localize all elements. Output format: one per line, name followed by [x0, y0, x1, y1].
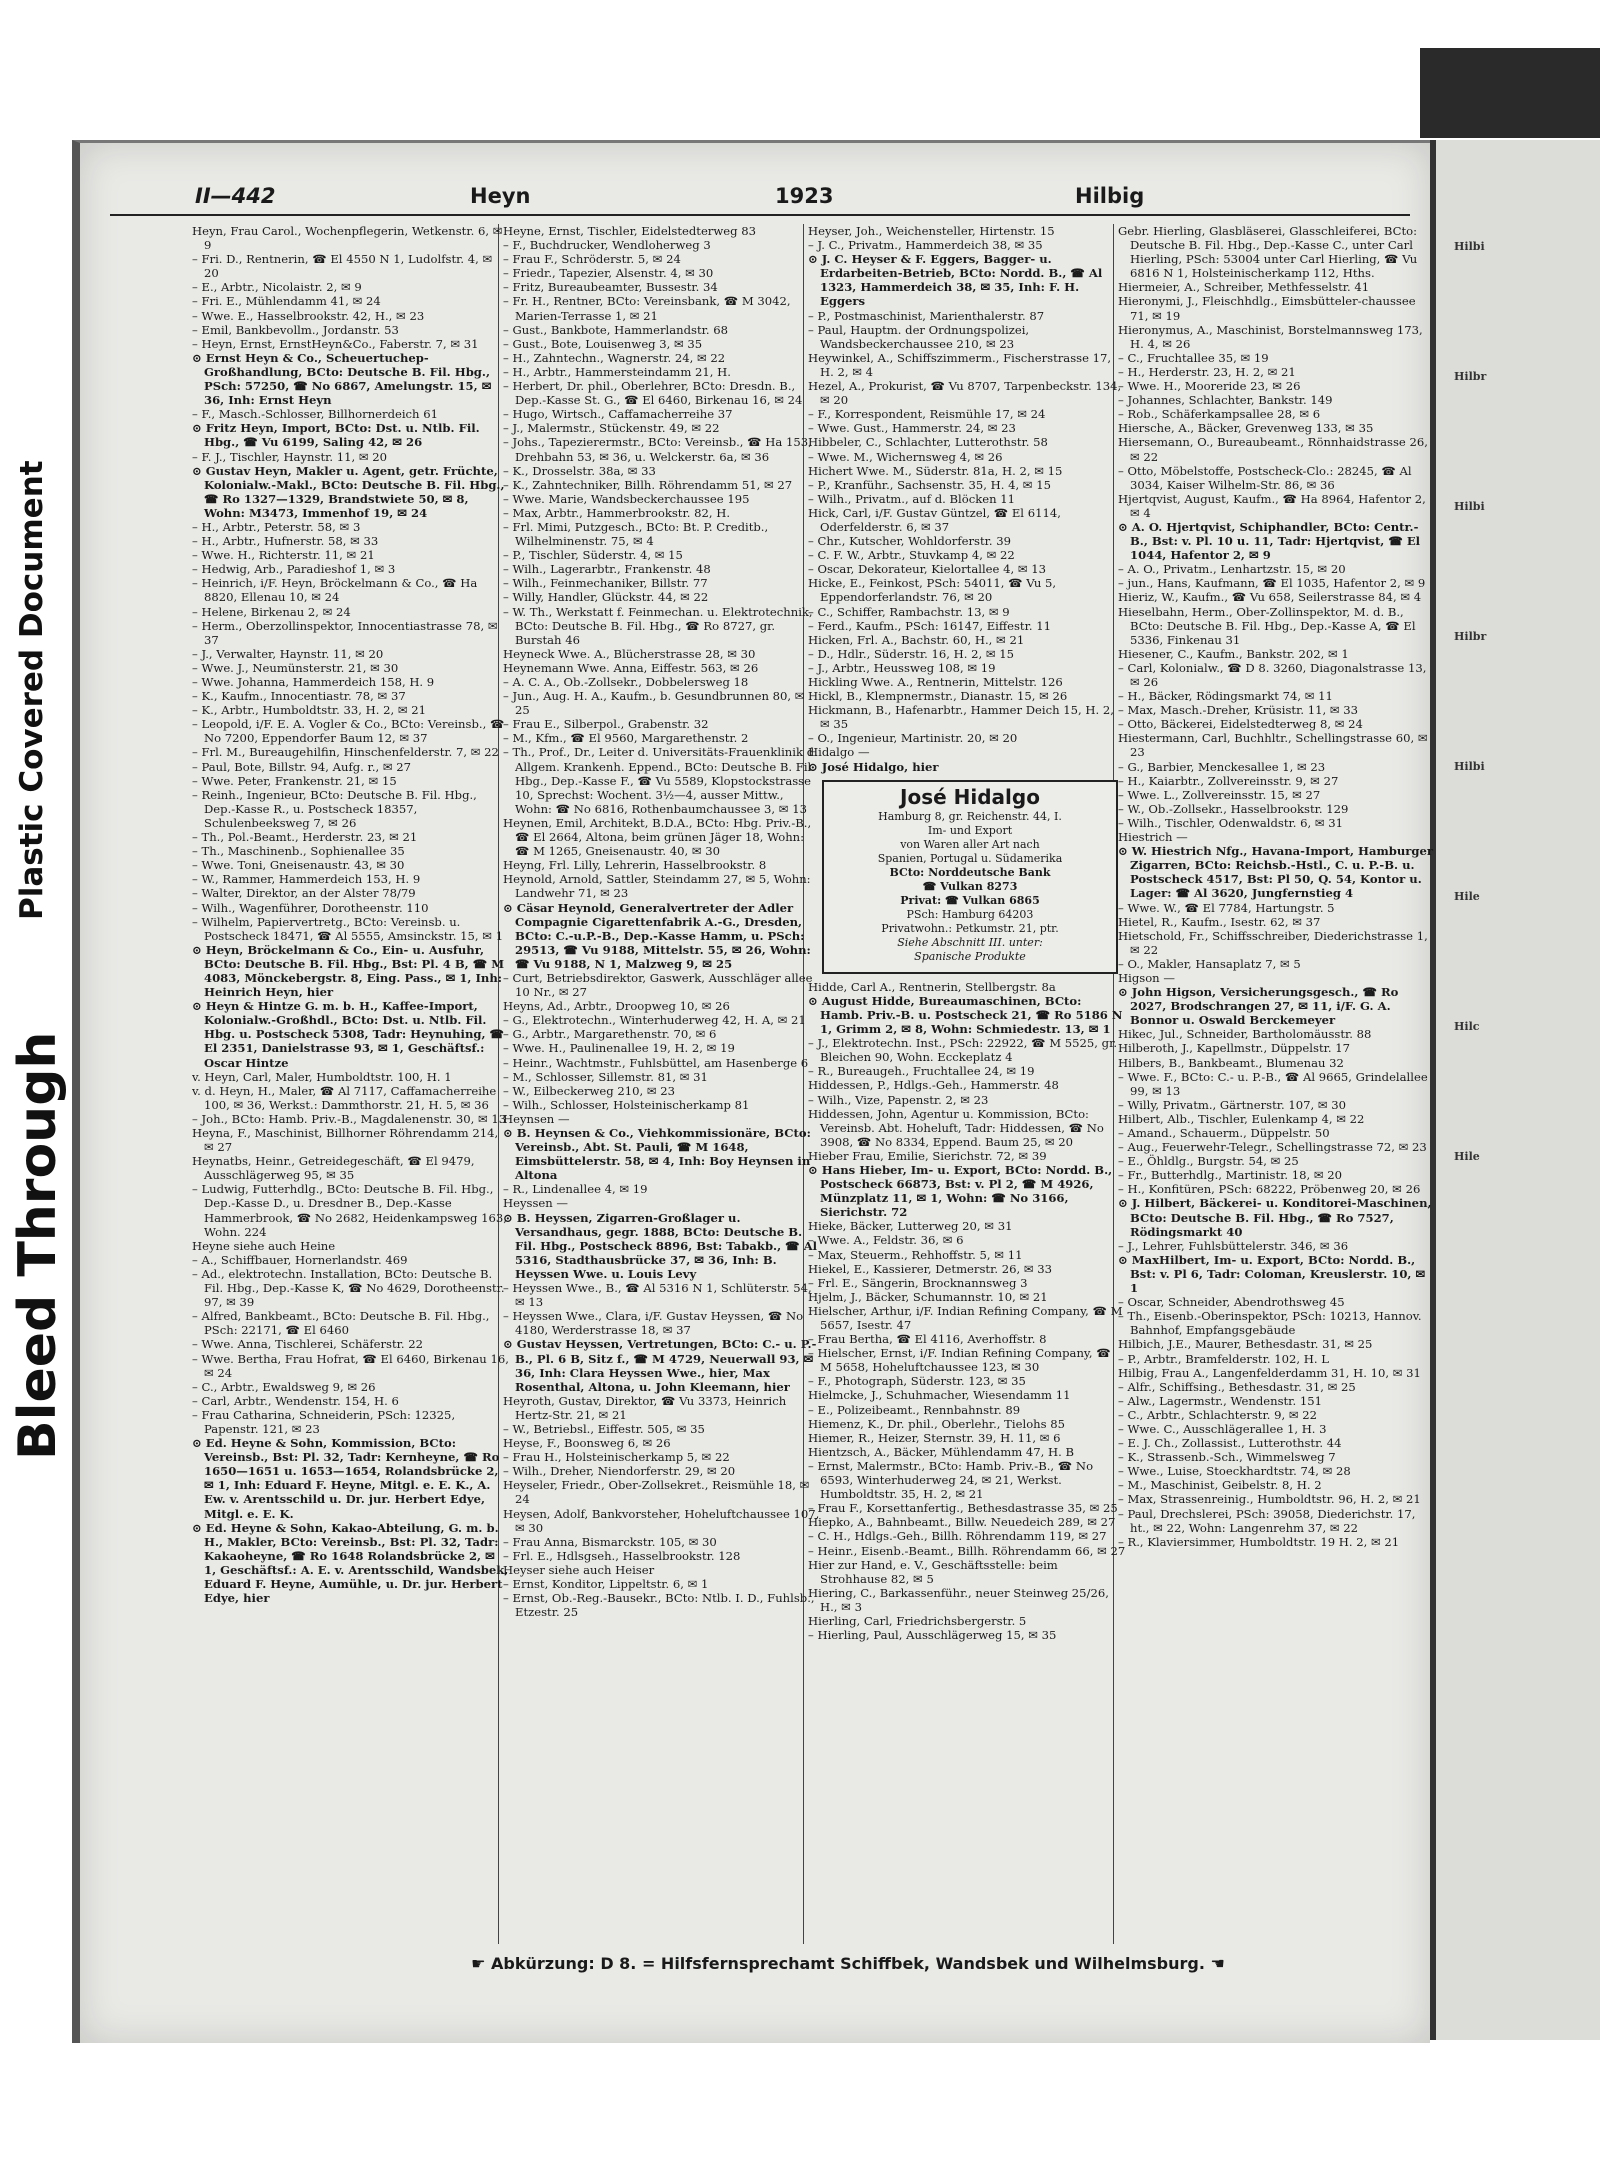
directory-entry: – K., Zahntechniker, Billh. Röhrendamm 51, ✉ 27	[503, 477, 793, 492]
directory-entry: – Joh., BCto: Hamb. Priv.-B., Magdalenenstr. 30, ✉ 13	[192, 1111, 507, 1126]
directory-entry: – Johs., Tapezierermstr., BCto: Vereinsb., ☎ Ha 153, Drehbahn 53, ✉ 36, u. Welckerstr. 6a, ✉ 36	[503, 435, 812, 464]
adjacent-page-fragment: Hilbi	[1454, 760, 1485, 773]
adjacent-page-fragment: Hilbi	[1454, 240, 1485, 253]
directory-entry: – Wwe. M., Wichernsweg 4, ✉ 26	[808, 449, 1003, 464]
directory-entry: Hieriz, W., Kaufm., ☎ Vu 658, Seilerstrasse 84, ✉ 4	[1118, 590, 1422, 605]
directory-entry: – Frau Bertha, ☎ El 4116, Averhoffstr. 8	[808, 1332, 1047, 1347]
adjacent-page-fragment: Hilbr	[1454, 370, 1487, 383]
directory-entry: – Wwe. H., Mooreride 23, ✉ 26	[1118, 379, 1301, 394]
adjacent-page-fragment: Hilc	[1454, 1020, 1480, 1033]
abbreviation-footnote: ☛ Abkürzung: D 8. = Hilfsfernsprechamt Schiffbek, Wandsbek und Wilhelmsburg. ☚	[471, 1954, 1225, 1973]
directory-entry: – H., Herderstr. 23, H. 2, ✉ 21	[1118, 364, 1296, 379]
directory-entry: – Frau Anna, Bismarckstr. 105, ✉ 30	[503, 1534, 717, 1549]
directory-entry: – Heyssen Wwe., Clara, i/F. Gustav Heyssen, ☎ No 4180, Werderstrasse 18, ✉ 37	[503, 1309, 804, 1338]
directory-entry: – Wwe. Marie, Wandsbeckerchaussee 195	[503, 491, 750, 506]
directory-entry: – F. J., Tischler, Haynstr. 11, ✉ 20	[192, 449, 388, 464]
directory-entry: – Alfr., Schiffsing., Bethesdastr. 31, ✉ 25	[1118, 1379, 1356, 1394]
directory-entry: Hier zur Hand, e. V., Geschäftsstelle: beim Strohhause 82, ✉ 5	[808, 1557, 1058, 1586]
directory-entry: ⊙ Ed. Heyne & Sohn, Kakao-Abteilung, G. m. b. H., Makler, BCto: Vereinsb., Bst: Pl. 32, Tadr: Kakaoheyne, ☎ Ro 1648 Rolandsbrücke 2, ✉ 1, Geschäftsf.: A. E. v. Arentsschild, Wandsbek, Eduard F. Heyne, Aumühle, u. Dr. jur. Herbert Edye, hier	[192, 1520, 509, 1606]
directory-entry: Hidalgo —	[808, 745, 870, 760]
directory-entry: – J., Arbtr., Heussweg 108, ✉ 19	[808, 660, 996, 675]
directory-entry: Hiestermann, Carl, Buchhltr., Schellingstrasse 60, ✉ 23	[1118, 731, 1428, 760]
directory-entry: – Th., Prof., Dr., Leiter d. Universitäts-Frauenklinik d. Allgem. Krankenh. Eppend., BCto: Deutsche B. Fil. Hbg., Dep.-Kasse F., ☎ Vu 5589, Klopstockstrasse 10, Sprechst: Wochent. 3½—4, ausser Mittw., Wohn: ☎ No 6816, Rothenbaumchaussee 3, ✉ 13	[503, 745, 818, 816]
directory-entry: Heynemann Wwe. Anna, Eiffestr. 563, ✉ 26	[503, 660, 759, 675]
directory-entry: – Leopold, i/F. E. A. Vogler & Co., BCto: Vereinsb., ☎ No 7200, Eppendorfer Baum 12, ✉ 37	[192, 717, 505, 746]
directory-entry: – Frl. Mimi, Putzgesch., BCto: Bt. P. Creditb., Wilhelminenstr. 75, ✉ 4	[503, 519, 769, 549]
directory-entry: Hiersemann, O., Bureaubeamt., Rönnhaidstrasse 26, ✉ 22	[1118, 435, 1428, 464]
directory-entry: – Fritz, Bureaubeamter, Bussestr. 34	[503, 280, 718, 295]
directory-entry: – Ludwig, Futterhdlg., BCto: Deutsche B. Fil. Hbg., Dep.-Kasse D., u. Dresdner B., Dep.-Kasse Hammerbrook, ☎ No 2682, Heidenkampsweg 163, Wohn. 224	[192, 1182, 507, 1239]
directory-entry: – Frau H., Holsteinischerkamp 5, ✉ 22	[503, 1450, 730, 1465]
adjacent-page-fragment: Hile	[1454, 890, 1480, 903]
directory-entry: – K., Strassenb.-Sch., Wimmelsweg 7	[1118, 1450, 1336, 1465]
advertisement-line: Privatwohn.: Petkumstr. 21, ptr.	[881, 921, 1059, 935]
directory-entry: – M., Maschinist, Geibelstr. 8, H. 2	[1118, 1478, 1322, 1493]
directory-entry: – Wilh., Privatm., auf d. Blöcken 11	[808, 491, 1015, 506]
advertisement-line: PSch: Hamburg 64203	[906, 907, 1034, 921]
directory-entry: – G., Arbtr., Margarethenstr. 70, ✉ 6	[503, 1027, 717, 1042]
directory-entry: ⊙ John Higson, Versicherungsgesch., ☎ Ro 2027, Brodschrangen 27, ✉ 11, i/F. G. A. Bonnor u. Oswald Berckemeyer	[1118, 985, 1399, 1028]
directory-entry: Hichert Wwe. M., Süderstr. 81a, H. 2, ✉ 15	[808, 463, 1063, 478]
directory-entry: – Wwe. J., Neumünsterstr. 21, ✉ 30	[192, 660, 399, 675]
directory-entry: – Emil, Bankbevollm., Jordanstr. 53	[192, 322, 399, 337]
directory-entry: Heywinkel, A., Schiffszimmerm., Fischerstrasse 17, H. 2, ✉ 4	[808, 350, 1112, 379]
directory-entry: Heynold, Arnold, Sattler, Steindamm 27, ✉ 5, Wohn: Landwehr 71, ✉ 23	[503, 872, 811, 901]
directory-entry: – Max, Masch.-Dreher, Krüsistr. 11, ✉ 33	[1118, 703, 1358, 718]
directory-entry: – Max, Steuerm., Rehhoffstr. 5, ✉ 11	[808, 1247, 1023, 1262]
directory-entry: Hick, Carl, i/F. Gustav Güntzel, ☎ El 6114, Oderfelderstr. 6, ✉ 37	[808, 505, 1061, 534]
directory-entry: – Wwe. F., BCto: C.- u. P.-B., ☎ Al 9665, Grindelallee 99, ✉ 13	[1118, 1069, 1428, 1098]
directory-entry: – Paul, Drechslerei, PSch: 39058, Diederichstr. 17, ht., ✉ 22, Wohn: Langenrehm 37, ✉ 22	[1118, 1506, 1416, 1535]
directory-entry: Hickl, B., Klempnermstr., Dianastr. 15, ✉ 26	[808, 689, 1068, 704]
directory-entry: Heynsen —	[503, 1111, 570, 1126]
directory-entry: – Ad., elektrotechn. Installation, BCto: Deutsche B. Fil. Hbg., Dep.-Kasse K, ☎ No 4629, Dorotheenstr. 97, ✉ 39	[192, 1266, 505, 1310]
directory-entry: Hietel, R., Kaufm., Isestr. 62, ✉ 37	[1118, 914, 1321, 929]
advertisement-line: Hamburg 8, gr. Reichenstr. 44, I.	[878, 809, 1062, 823]
directory-entry: – M., Schlosser, Sillemstr. 81, ✉ 31	[503, 1069, 708, 1084]
directory-entry: ⊙ J. Hilbert, Bäckerei- u. Konditorei-Maschinen, BCto: Deutsche B. Fil. Hbg., ☎ Ro 7527, Rödingsmarkt 40	[1118, 1196, 1432, 1239]
directory-entry: – Fr. H., Rentner, BCto: Vereinsbank, ☎ M 3042, Marien-Terrasse 1, ✉ 21	[503, 294, 791, 323]
directory-entry: ⊙ Ernst Heyn & Co., Scheuertuchер-Großhandlung, BCto: Deutsche B. Fil. Hbg., PSch: 57250, ☎ No 6867, Amelungstr. 15, ✉ 36, Inh: Ernst Heyn	[192, 350, 492, 408]
directory-entry: – M., Kfm., ☎ El 9560, Margarethenstr. 2	[503, 731, 749, 746]
directory-entry: Heynen, Emil, Architekt, B.D.A., BCto: Hbg. Priv.-B., ☎ El 2664, Altona, beim grünen Jäger 18, Wohn: ☎ M 1265, Gneisenaustr. 40, ✉ 30	[503, 815, 812, 859]
directory-entry: Hicke, E., Feinkost, PSch: 54011, ☎ Vu 5, Eppendorferlandstr. 76, ✉ 20	[808, 576, 1057, 605]
directory-entry: – W., Ob.-Zollsekr., Hasselbrookstr. 129	[1118, 801, 1349, 816]
directory-entry: – Max, Arbtr., Hammerbrookstr. 82, H.	[503, 505, 731, 520]
side-label-strip	[0, 190, 68, 1460]
directory-entry: Hieronymus, A., Maschinist, Borstelmannsweg 173, H. 4, ✉ 26	[1118, 322, 1423, 351]
directory-entry: Hiekel, E., Kassierer, Detmerstr. 26, ✉ 33	[808, 1261, 1052, 1276]
directory-entry: ⊙ José Hidalgo, hier	[808, 759, 939, 774]
directory-entry: – Wilh., Tischler, Odenwaldstr. 6, ✉ 31	[1118, 815, 1344, 830]
directory-entry: – H., Bäcker, Rödingsmarkt 74, ✉ 11	[1118, 689, 1333, 704]
directory-entry: – Heinr., Wachtmstr., Fuhlsbüttel, am Hasenberge 6	[503, 1055, 809, 1070]
directory-entry: – Wwe. Bertha, Frau Hofrat, ☎ El 6460, Birkenau 16, ✉ 24	[192, 1351, 509, 1380]
directory-entry: – J., Lehrer, Fuhlsbüttelerstr. 346, ✉ 36	[1118, 1238, 1349, 1253]
directory-entry: – Fri. E., Mühlendamm 41, ✉ 24	[192, 294, 381, 309]
directory-column-2	[503, 224, 821, 1944]
directory-entry: ⊙ Fritz Heyn, Import, BCto: Dst. u. Ntlb. Fil. Hbg., ☎ Vu 6199, Saling 42, ✉ 26	[192, 421, 480, 450]
directory-entry: Hickling Wwe. A., Rentnerin, Mittelstr. 126	[808, 675, 1063, 689]
directory-entry: ⊙ Heyn, Bröckelmann & Co., Ein- u. Ausfuhr, BCto: Deutsche B. Fil. Hbg., Bst: Pl. 4 B, ☎ M 4083, Mönckebergstr. 8, Eing. Pass., ✉ 1, Inh: Heinrich Heyn, hier	[192, 942, 505, 1000]
directory-entry: Heyng, Frl. Lilly, Lehrerin, Hasselbrookstr. 8	[503, 858, 767, 873]
directory-entry: – Paul, Hauptm. der Ordnungspolizei, Wandsbeckerchaussee 210, ✉ 23	[808, 322, 1030, 351]
directory-entry: – W., Eilbeckerweg 210, ✉ 23	[503, 1083, 676, 1098]
directory-entry: – Alfred, Bankbeamt., BCto: Deutsche B. Fil. Hbg., PSch: 22171, ☎ El 6460	[192, 1309, 490, 1338]
directory-entry: Hieke, Bäcker, Lutterweg 20, ✉ 31	[808, 1219, 1013, 1234]
directory-column-3	[808, 224, 1126, 1944]
directory-entry: – O., Makler, Hansaplatz 7, ✉ 5	[1118, 956, 1301, 971]
directory-entry: Heyneck Wwe. A., Blücherstrasse 28, ✉ 30	[503, 646, 756, 661]
directory-entry: – D., Hdlr., Süderstr. 16, H. 2, ✉ 15	[808, 646, 1014, 661]
directory-entry: – Fr., Butterhdlg., Martinistr. 18, ✉ 20	[1118, 1168, 1343, 1183]
directory-entry: – Jun., Aug. H. A., Kaufm., b. Gesundbrunnen 80, ✉ 25	[503, 689, 805, 718]
advertisement-line: Spanische Produkte	[914, 949, 1026, 963]
directory-entry: Gebr. Hierling, Glasbläserei, Glasschleiferei, BCto: Deutsche B. Fil. Hbg., Dep.-Kasse C., unter Carl Hierling, PSch: 53004 unter Carl Hierling, ☎ Vu 6816 N 1, Holsteinischerkamp 112, Hths.	[1118, 224, 1418, 281]
directory-entry: Hiepko, A., Bahnbeamt., Billw. Neuedeich 289, ✉ 27	[808, 1515, 1116, 1530]
directory-entry: – Wwe. W., ☎ El 7784, Hartungstr. 5	[1118, 900, 1335, 915]
directory-entry: – Frau F., Korsettanfertig., Bethesdastrasse 35, ✉ 25	[808, 1501, 1118, 1516]
directory-entry: Heyne, Ernst, Tischler, Eidelstedterweg 83	[503, 224, 756, 238]
directory-entry: – Walter, Direktor, an der Alster 78/79	[192, 886, 416, 901]
directory-entry: ⊙ Heyn & Hintze G. m. b. H., Kaffee-Import, Kolonialw.-Großhdl., BCto: Dst. u. Ntlb. Fil. Hbg. u. Postscheck 5308, Tadr: Heynuhing, ☎ El 2351, Danielstrasse 93, ✉ 1, Geschäftsf.: Oscar Hintze	[192, 999, 504, 1070]
directory-entry: – Ernst, Konditor, Lippeltstr. 6, ✉ 1	[503, 1577, 709, 1591]
directory-entry: – H., Kaiarbtr., Zollvereinsstr. 9, ✉ 27	[1118, 773, 1339, 788]
directory-entry: – G., Elektrotechn., Winterhuderweg 42, H. A, ✉ 21	[503, 1013, 806, 1028]
directory-entry: – jun., Hans, Kaufmann, ☎ El 1035, Hafentor 2, ✉ 9	[1118, 576, 1426, 591]
directory-entry: – Frl. M., Bureaugehilfin, Hinschenfelderstr. 7, ✉ 22	[192, 745, 499, 760]
directory-entry: – Willy, Privatm., Gärtnerstr. 107, ✉ 30	[1118, 1097, 1347, 1112]
directory-entry: – P., Tischler, Süderstr. 4, ✉ 15	[503, 548, 683, 563]
directory-entry: – Th., Eisenb.-Oberinspektor, PSch: 10213, Hannov. Bahnhof, Empfangsgebäude	[1118, 1309, 1422, 1338]
advertisement-line: Spanien, Portugal u. Südamerika	[877, 851, 1063, 865]
directory-entry: Hielscher, Arthur, i/F. Indian Refining Company, ☎ M 5657, Isestr. 47	[808, 1303, 1123, 1332]
directory-entry: – Heinr., Eisenb.-Beamt., Billh. Röhrendamm 66, ✉ 27	[808, 1543, 1126, 1558]
directory-entry: – Wwe. Peter, Frankenstr. 21, ✉ 15	[192, 773, 397, 788]
directory-entry: – Ernst, Malermstr., BCto: Hamb. Priv.-B., ☎ No 6593, Winterhuderweg 24, ✉ 21, Werkst. Humboldtstr. 35, H. 2, ✉ 21	[808, 1458, 1094, 1502]
header-year: 1923	[775, 184, 834, 208]
directory-entry: – Reinh., Ingenieur, BCto: Deutsche B. Fil. Hbg., Dep.-Kasse R., u. Postscheck 18357, Schulenbeeksweg 7, ✉ 26	[192, 787, 477, 830]
directory-entry: Hjertqvist, August, Kaufm., ☎ Ha 8964, Hafentor 2, ✉ 4	[1118, 491, 1426, 520]
directory-entry: Heyn, Frau Carol., Wochenpflegerin, Wetkenstr. 6, ✉ 9	[192, 224, 503, 253]
directory-entry: Heyroth, Gustav, Direktor, ☎ Vu 3373, Heinrich Hertz-Str. 21, ✉ 21	[503, 1393, 787, 1422]
directory-entry: – Frl. E., Hdlsgseh., Hasselbrookstr. 128	[503, 1548, 741, 1563]
directory-entry: – Wwe. Gust., Hammerstr. 24, ✉ 23	[808, 421, 1016, 436]
directory-entry: – P., Kranführ., Sachsenstr. 35, H. 4, ✉ 15	[808, 477, 1051, 492]
directory-entry: – Johannes, Schlachter, Bankstr. 149	[1118, 393, 1333, 408]
directory-entry: – Wilh., Feinmechaniker, Billstr. 77	[503, 576, 708, 591]
directory-entry: Hiesener, C., Kaufm., Bankstr. 202, ✉ 1	[1118, 646, 1349, 661]
directory-entry: Hilbers, B., Bankbeamt., Blumenau 32	[1118, 1055, 1344, 1070]
directory-entry: Hiermeier, A., Schreiber, Methfesselstr. 41	[1118, 280, 1370, 295]
header-first-name: Heyn	[470, 184, 531, 208]
directory-entry: – Gust., Bote, Louisenweg 3, ✉ 35	[503, 336, 703, 351]
directory-entry: v. d. Heyn, H., Maler, ☎ Al 7117, Caffamacherreihe 100, ✉ 36, Werkst.: Dammthorstr. 21, H. 5, ✉ 36	[192, 1083, 497, 1112]
directory-entry: Hilbert, Alb., Tischler, Eulenkamp 4, ✉ 22	[1118, 1111, 1365, 1126]
directory-entry: Hezel, A., Prokurist, ☎ Vu 8707, Tarpenbeckstr. 134, ✉ 20	[808, 379, 1122, 408]
directory-entry: – Wwe. Johanna, Hammerdeich 158, H. 9	[192, 675, 435, 689]
directory-entry: Hiering, C., Barkassenführ., neuer Steinweg 25/26, H., ✉ 3	[808, 1585, 1109, 1614]
directory-entry: Hidde, Carl A., Rentnerin, Stellbergstr. 8a	[808, 979, 1056, 994]
directory-entry: – Wwe. Toni, Gneisenaustr. 43, ✉ 30	[192, 858, 405, 873]
advertisement-line: Privat: ☎ Vulkan 6865	[900, 893, 1040, 907]
scanner-top-margin	[0, 0, 1600, 48]
directory-entry: – Otto, Bäckerei, Eidelstedterweg 8, ✉ 24	[1118, 717, 1363, 732]
directory-entry: – F., Korrespondent, Reismühle 17, ✉ 24	[808, 407, 1046, 422]
directory-entry: Higson —	[1118, 970, 1175, 985]
page-number: II—442	[195, 184, 276, 208]
directory-entry: – J., Verwalter, Haynstr. 11, ✉ 20	[192, 646, 384, 661]
directory-entry: – Chr., Kutscher, Wohldorferstr. 39	[808, 534, 1012, 549]
directory-entry: Hilbich, J.E., Maurer, Bethesdastr. 31, ✉ 25	[1118, 1337, 1373, 1352]
directory-entry: – P., Arbtr., Bramfelderstr. 102, H. L	[1118, 1351, 1329, 1366]
directory-entry: – Hierling, Paul, Ausschlägerweg 15, ✉ 35	[808, 1628, 1057, 1643]
advertisement-line: Im- und Export	[927, 823, 1013, 837]
scanner-dark-corner	[1420, 48, 1600, 138]
directory-entry: – Wilh., Dreher, Niendorferstr. 29, ✉ 20	[503, 1464, 736, 1479]
directory-entry: – Wilh., Schlosser, Holsteinischerkamp 81	[503, 1097, 750, 1112]
directory-entry: Hierling, Carl, Friedrichsbergerstr. 5	[808, 1613, 1027, 1628]
directory-entry: – J., Elektrotechn. Inst., PSch: 22922, ☎ M 5525, gr. Bleichen 90, Wohn. Ecckeplatz 4	[808, 1036, 1118, 1065]
directory-entry: ⊙ B. Heynsen & Co., Viehkommissionäre, BCto: Vereinsb., Abt. St. Pauli, ☎ M 1648, Eimsbüttelerstr. 58, ✉ 4, Inh: Boy Heynsen in Altona	[503, 1126, 811, 1183]
directory-entry: – Ernst, Ob.-Reg.-Bausekr., BCto: Ntlb. I. D., Fuhlsb., Etzestr. 25	[503, 1591, 815, 1620]
directory-entry: – W., Rammer, Hammerdeich 153, H. 9	[192, 872, 421, 887]
directory-entry: – Herm., Oberzollinspektor, Innocentiastrasse 78, ✉ 37	[192, 618, 498, 647]
directory-entry: Hieronymi, J., Fleischhdlg., Eimsbütteler-chaussee 71, ✉ 19	[1118, 294, 1416, 323]
directory-entry: – A. O., Privatm., Lenhartzstr. 15, ✉ 20	[1118, 562, 1346, 577]
directory-entry: ⊙ Cäsar Heynold, Generalvertreter der Adler Compagnie Cigarettenfabrik A.-G., Dresden, BCto: C.-u.P.-B., Dep.-Kasse Hamm, u. PSch: 29513, ☎ Vu 9188, Mittelstr. 55, ✉ 26, Wohn: ☎ Vu 9188, N 1, Malzweg 9, ✉ 25	[503, 900, 811, 971]
directory-entry: – E., Arbtr., Nicolaistr. 2, ✉ 9	[192, 280, 362, 295]
header-last-name: Hilbig	[1075, 184, 1145, 208]
directory-entry: Hiddessen, P., Hdlgs.-Geh., Hammerstr. 48	[808, 1078, 1059, 1093]
directory-entry: Hilbig, Frau A., Langenfelderdamm 31, H. 10, ✉ 31	[1118, 1365, 1421, 1380]
directory-entry: – H., Arbtr., Hammersteindamm 21, H.	[503, 364, 731, 379]
directory-column-4	[1118, 224, 1436, 1944]
directory-entry: – C., Fruchtallee 35, ✉ 19	[1118, 350, 1269, 365]
adjacent-page-edge	[1430, 140, 1600, 2040]
directory-entry: – K., Arbtr., Humboldtstr. 33, H. 2, ✉ 21	[192, 703, 427, 718]
directory-entry: Heyna, F., Maschinist, Billhorner Röhrendamm 214, ✉ 27	[192, 1126, 499, 1155]
directory-entry: – R., Lindenallee 4, ✉ 19	[503, 1182, 648, 1197]
advertisement-box	[822, 780, 1118, 974]
directory-entry: – Curt, Betriebsdirektor, Gaswerk, Ausschläger allee 10 Nr., ✉ 27	[503, 970, 813, 1000]
directory-entry: Hiestrich —	[1118, 830, 1188, 845]
directory-entry: – O., Ingenieur, Martinistr. 20, ✉ 20	[808, 731, 1018, 746]
directory-entry: – Th., Maschinenb., Sophienallee 35	[192, 844, 405, 859]
directory-entry: – Helene, Birkenau 2, ✉ 24	[192, 604, 351, 619]
directory-entry: ⊙ J. C. Heyser & F. Eggers, Bagger- u. Erdarbeiten-Betrieb, BCto: Nordd. B., ☎ Al 1323, Hammerdeich 38, ✉ 35, Inh: F. H. Eggers	[808, 252, 1103, 309]
directory-entry: – Ferd., Kaufm., PSch: 16147, Eiffestr. 11	[808, 618, 1051, 633]
directory-entry: – Carl, Kolonialw., ☎ D 8. 3260, Diagonalstrasse 13, ✉ 26	[1118, 660, 1427, 689]
directory-entry: – Paul, Bote, Billstr. 94, Aufg. r., ✉ 27	[192, 759, 412, 774]
directory-entry: – C. H., Hdlgs.-Geh., Billh. Röhrendamm 119, ✉ 27	[808, 1529, 1107, 1544]
directory-entry: – A., Schiffbauer, Hornerlandstr. 469	[192, 1252, 408, 1267]
directory-entry: – Hedwig, Arb., Paradieshof 1, ✉ 3	[192, 562, 396, 577]
directory-entry: – K., Kaufm., Innocentiastr. 78, ✉ 37	[192, 689, 406, 704]
directory-entry: – Wwe., Luise, Stoeckhardtstr. 74, ✉ 28	[1118, 1464, 1351, 1479]
directory-entry: ⊙ W. Hiestrich Nfg., Havana-Import, Hamburger Zigarren, BCto: Reichsb.-Hstl., C. u. P.-B. u. Postscheck 4517, Bst: Pl 50, Q. 54, Kontor u. Lager: ☎ Al 3620, Jungfernstieg 4	[1118, 844, 1433, 901]
directory-entry: – Heinrich, i/F. Heyn, Bröckelmann & Co., ☎ Ha 8820, Ellenau 10, ✉ 24	[192, 576, 478, 605]
directory-entry: Hieselbahn, Herm., Ober-Zollinspektor, M. d. B., BCto: Deutsche B. Fil. Hbg., Dep.-Kasse A, ☎ El 5336, Finkenau 31	[1118, 604, 1416, 647]
directory-entry: – Oscar, Dekorateur, Kielortallee 4, ✉ 13	[808, 562, 1046, 577]
adjacent-page-fragment: Hilbi	[1454, 500, 1485, 513]
directory-entry: – R., Klaviersimmer, Humboldtstr. 19 H. 2, ✉ 21	[1118, 1534, 1400, 1549]
directory-entry: Hiemer, R., Heizer, Sternstr. 39, H. 11, ✉ 6	[808, 1430, 1061, 1445]
directory-entry: – K., Drosselstr. 38a, ✉ 33	[503, 463, 656, 478]
directory-entry: – Amand., Schauerm., Düppelstr. 50	[1118, 1126, 1330, 1140]
directory-entry: – Wwe. H., Richterstr. 11, ✉ 21	[192, 548, 375, 563]
directory-entry: – F., Photograph, Süderstr. 123, ✉ 35	[808, 1374, 1026, 1389]
directory-entry: Heyns, Ad., Arbtr., Droopweg 10, ✉ 26	[503, 999, 730, 1014]
advertisement-title: José Hidalgo	[900, 784, 1040, 809]
adjacent-page-fragment: Hile	[1454, 1150, 1480, 1163]
directory-entry: – A. C. A., Ob.-Zollsekr., Dobbelersweg 18	[503, 675, 749, 689]
directory-entry: Hilberoth, J., Kapellmstr., Düppelstr. 17	[1118, 1041, 1351, 1056]
directory-entry: Hientzsch, A., Bäcker, Mühlendamm 47, H. B	[808, 1444, 1075, 1459]
directory-entry: Hjelm, J., Bäcker, Schumannstr. 10, ✉ 21	[808, 1289, 1048, 1304]
directory-entry: – C., Arbtr., Schlachterstr. 9, ✉ 22	[1118, 1407, 1318, 1422]
adjacent-page-fragment: Hilbr	[1454, 630, 1487, 643]
directory-entry: ⊙ August Hidde, Bureaumaschinen, BCto: Hamb. Priv.-B. u. Postscheck 21, ☎ Ro 5186 N 1, Grimm 2, ✉ 8, Wohn: Schmiedestr. 13, ✉ 1	[808, 993, 1123, 1037]
directory-entry: – E., Öhldlg., Burgstr. 54, ✉ 25	[1118, 1154, 1299, 1169]
directory-entry: Heyseler, Friedr., Ober-Zollsekret., Reismühle 18, ✉ 24	[503, 1478, 810, 1507]
directory-entry: v. Heyn, Carl, Maler, Humboldtstr. 100, H. 1	[192, 1069, 452, 1084]
advertisement-line: Siehe Abschnitt III. unter:	[897, 935, 1043, 949]
directory-entry: Hickmann, B., Hafenarbtr., Hammer Deich 15, H. 2, ✉ 35	[808, 703, 1114, 732]
directory-entry: – Wwe. Anna, Tischlerei, Schäferstr. 22	[192, 1337, 424, 1352]
directory-entry: – F., Buchdrucker, Wendloherweg 3	[503, 238, 711, 253]
directory-entry: – Wwe. E., Hasselbrookstr. 42, H., ✉ 23	[192, 308, 425, 323]
directory-entry: Heyssen —	[503, 1196, 569, 1211]
directory-entry: – Heyn, Ernst, ErnstHeyn&Co., Faberstr. 7, ✉ 31	[192, 336, 479, 351]
directory-entry: – Otto, Möbelstoffe, Postscheck-Clo.: 28245, ☎ Al 3034, Kaiser Wilhelm-Str. 86, ✉ 36	[1118, 463, 1412, 492]
directory-entry: – W., Betriebsl., Eiffestr. 505, ✉ 35	[503, 1421, 705, 1436]
directory-entry: Hiemenz, K., Dr. phil., Oberlehr., Tielohs 85	[808, 1416, 1066, 1431]
directory-entry: – E., Polizeibeamt., Rennbahnstr. 89	[808, 1402, 1021, 1417]
directory-entry: – Carl, Arbtr., Wendenstr. 154, H. 6	[192, 1393, 399, 1408]
directory-entry: Heyser, Joh., Weichensteller, Hirtenstr. 15	[808, 224, 1055, 238]
directory-entry: ⊙ Hans Hieber, Im- u. Export, BCto: Nordd. B., Postscheck 66873, Bst: v. Pl 2, ☎ M 4926, Münzplatz 11, ✉ 1, Wohn: ☎ No 3166, Sierichstr. 72	[808, 1162, 1113, 1220]
directory-entry: – Frau E., Silberpol., Grabenstr. 32	[503, 717, 709, 732]
directory-entry: ⊙ Gustav Heyn, Makler u. Agent, getr. Früchte, Kolonialw.-Makl., BCto: Deutsche B. Fil. Hbg., ☎ Ro 1327—1329, Brandstwiete 50, ✉ 8, Wohn: M3473, Immenhof 19, ✉ 24	[192, 463, 505, 520]
directory-entry: – C. F. W., Arbtr., Stuvkamp 4, ✉ 22	[808, 548, 1015, 563]
directory-entry: – Wwe. A., Feldstr. 36, ✉ 6	[808, 1233, 964, 1248]
directory-entry: – W. Th., Werkstatt f. Feinmechan. u. Elektrotechnik, BCto: Deutsche B. Fil. Hbg., ☎ Ro 8727, gr. Burstah 46	[503, 604, 813, 647]
directory-column-1	[192, 224, 510, 1944]
directory-entry: – Rob., Schäferkampsallee 28, ✉ 6	[1118, 407, 1321, 422]
advertisement-line: BCto: Norddeutsche Bank	[889, 865, 1051, 879]
directory-entry: – Frl. E., Sängerin, Brocknannsweg 3	[808, 1275, 1028, 1290]
directory-entry: – Wilh., Vize, Papenstr. 2, ✉ 23	[808, 1092, 989, 1107]
directory-entry: – Heyssen Wwe., B., ☎ Al 5316 N 1, Schlüterstr. 54, ✉ 13	[503, 1281, 812, 1310]
directory-entry: Hiersche, A., Bäcker, Grevenweg 133, ✉ 35	[1118, 421, 1374, 436]
plastic-covered-label: Plastic Covered Document	[14, 460, 50, 920]
directory-entry: – J., Malermstr., Stückenstr. 49, ✉ 22	[503, 421, 720, 436]
directory-entry: – Willy, Handler, Glückstr. 44, ✉ 22	[503, 590, 709, 605]
directory-entry: – Aug., Feuerwehr-Telegr., Schellingstrasse 72, ✉ 23	[1118, 1140, 1427, 1155]
directory-entry: ⊙ Gustav Heyssen, Vertretungen, BCto: C.- u. P.-B., Pl. 6 B, Sitz f., ☎ M 4729, Neuerwall 93, ✉ 36, Inh: Clara Heyssen Wwe., hier, Max Rosenthal, Altona, u. John Kleemann, hier	[503, 1337, 817, 1394]
directory-entry: – Oscar, Schneider, Abendrothsweg 45	[1118, 1295, 1345, 1310]
directory-entry: – C., Schiffer, Rambachstr. 13, ✉ 9	[808, 604, 1010, 619]
page-header	[110, 180, 1410, 216]
directory-entry: Heyser siehe auch Heiser	[503, 1562, 655, 1577]
directory-entry: – Frau F., Schröderstr. 5, ✉ 24	[503, 252, 681, 267]
directory-entry: – P., Postmaschinist, Marienthalerstr. 87	[808, 308, 1045, 323]
directory-entry: – Wwe. L., Zollvereinsstr. 15, ✉ 27	[1118, 787, 1321, 802]
directory-entry: – Wwe. C., Ausschlägerallee 1, H. 3	[1118, 1421, 1327, 1436]
directory-entry: – C., Arbtr., Ewaldsweg 9, ✉ 26	[192, 1379, 376, 1394]
directory-entry: – Friedr., Tapezier, Alsenstr. 4, ✉ 30	[503, 266, 714, 281]
directory-entry: – Fri. D., Rentnerin, ☎ El 4550 N 1, Ludolfstr. 4, ✉ 20	[192, 252, 493, 281]
advertisement-line: ☎ Vulkan 8273	[922, 879, 1018, 893]
directory-entry: – R., Bureaugeh., Fruchtallee 24, ✉ 19	[808, 1064, 1035, 1079]
directory-entry: – Alw., Lagermstr., Wendenstr. 151	[1118, 1393, 1322, 1408]
directory-entry: Heyne siehe auch Heine	[192, 1238, 336, 1253]
directory-entry: – Frau Catharina, Schneiderin, PSch: 12325, Papenstr. 121, ✉ 23	[192, 1407, 456, 1436]
directory-entry: Hieber Frau, Emilie, Sierichstr. 72, ✉ 39	[808, 1148, 1047, 1163]
directory-entry: – Wilh., Lagerarbtr., Frankenstr. 48	[503, 562, 711, 577]
advertisement-line: von Waren aller Art nach	[900, 837, 1040, 851]
directory-entry: Hicken, Frl. A., Bachstr. 60, H., ✉ 21	[808, 632, 1025, 647]
directory-entry: Hietschold, Fr., Schiffsschreiber, Diederichstrasse 1, ✉ 22	[1118, 928, 1428, 957]
directory-entry: Heynatbs, Heinr., Getreidegeschäft, ☎ El 9479, Ausschlägerweg 95, ✉ 35	[192, 1154, 475, 1183]
directory-entry: – Hielscher, Ernst, i/F. Indian Refining Company, ☎ M 5658, Hoheluftchaussee 123, ✉ 30	[808, 1346, 1111, 1375]
directory-entry: – Th., Pol.-Beamt., Herderstr. 23, ✉ 21	[192, 830, 418, 845]
directory-entry: – Gust., Bankbote, Hammerlandstr. 68	[503, 322, 729, 337]
directory-entry: – H., Arbtr., Peterstr. 58, ✉ 3	[192, 519, 361, 534]
directory-entry: – F., Masch.-Schlosser, Billhornerdeich 61	[192, 407, 438, 422]
directory-entry: – Wwe. H., Paulinenallee 19, H. 2, ✉ 19	[503, 1041, 735, 1056]
directory-entry: – Max, Strassenreinig., Humboldtstr. 96, H. 2, ✉ 21	[1118, 1492, 1421, 1507]
directory-entry: Hikec, Jul., Schneider, Bartholomäusstr. 88	[1118, 1027, 1372, 1042]
directory-entry: Heysen, Adolf, Bankvorsteher, Hoheluftchaussee 107, ✉ 30	[503, 1506, 820, 1535]
directory-entry: – H., Zahntechn., Wagnerstr. 24, ✉ 22	[503, 350, 726, 365]
directory-entry: – H., Konfitüren, PSch: 68222, Pröbenweg 20, ✉ 26	[1118, 1182, 1421, 1197]
directory-entry: ⊙ B. Heyssen, Zigarren-Großlager u. Versandhaus, gegr. 1888, BCto: Deutsche B. Fil. Hbg., Postscheck 8896, Bst: Tabakb., ☎ Al 5316, Stadthausbrücke 37, ✉ 36, Inh: B. Heyssen Wwe. u. Louis Levy	[503, 1210, 818, 1281]
directory-entry: – Wilhelm, Papiervertretg., BCto: Vereinsb. u. Postscheck 18471, ☎ Al 5555, Amsinckstr. 15, ✉ 1	[192, 914, 504, 943]
directory-entry: – J. C., Privatm., Hammerdeich 38, ✉ 35	[808, 238, 1043, 253]
directory-entry: – E. J. Ch., Zollassist., Lutterothstr. 44	[1118, 1436, 1342, 1451]
directory-entry: ⊙ MaxHilbert, Im- u. Export, BCto: Nordd. B., Bst: v. Pl 6, Tadr: Coloman, Kreuslerstr. 10, ✉ 1	[1118, 1252, 1426, 1296]
directory-entry: – G., Barbier, Menckesallee 1, ✉ 23	[1118, 759, 1326, 774]
directory-entry: – Herbert, Dr. phil., Oberlehrer, BCto: Dresdn. B., Dep.-Kasse St. G., ☎ El 6460, Birkenau 16, ✉ 24	[503, 379, 803, 408]
directory-entry: Hibbeler, C., Schlachter, Lutterothstr. 58	[808, 435, 1048, 450]
directory-entry: – H., Arbtr., Hufnerstr. 58, ✉ 33	[192, 534, 379, 549]
bleed-through-label: Bleed Through	[8, 1031, 68, 1460]
directory-entry: – Wilh., Wagenführer, Dorotheenstr. 110	[192, 900, 429, 915]
directory-entry: ⊙ Ed. Heyne & Sohn, Kommission, BCto: Vereinsb., Bst: Pl. 32, Tadr: Kernheyne, ☎ Ro 1650—1651 u. 1653—1654, Rolandsbrücke 2, ✉ 1, Inh: Eduard F. Heyne, Mitgl. e. E. K., A. Ew. v. Arentsschild u. Dr. jur. Herbert Edye, Mitgl. e. E. K.	[192, 1436, 500, 1521]
directory-entry: Heyse, F., Boonsweg 6, ✉ 26	[503, 1436, 671, 1451]
directory-entry: Hiddessen, John, Agentur u. Kommission, BCto: Vereinsb. Abt. Hoheluft, Tadr: Hiddessen, ☎ No 3908, ☎ No 8334, Eppend. Baum 25, ✉ 20	[808, 1106, 1104, 1149]
directory-entry: Hielmcke, J., Schuhmacher, Wiesendamm 11	[808, 1388, 1071, 1403]
directory-entry: ⊙ A. O. Hjertqvist, Schiphandler, BCto: Centr.-B., Bst: v. Pl. 10 u. 11, Tadr: Hjertqvist, ☎ El 1044, Hafentor 2, ✉ 9	[1118, 519, 1421, 563]
directory-entry: – Hugo, Wirtsch., Caffamacherreihe 37	[503, 407, 733, 422]
